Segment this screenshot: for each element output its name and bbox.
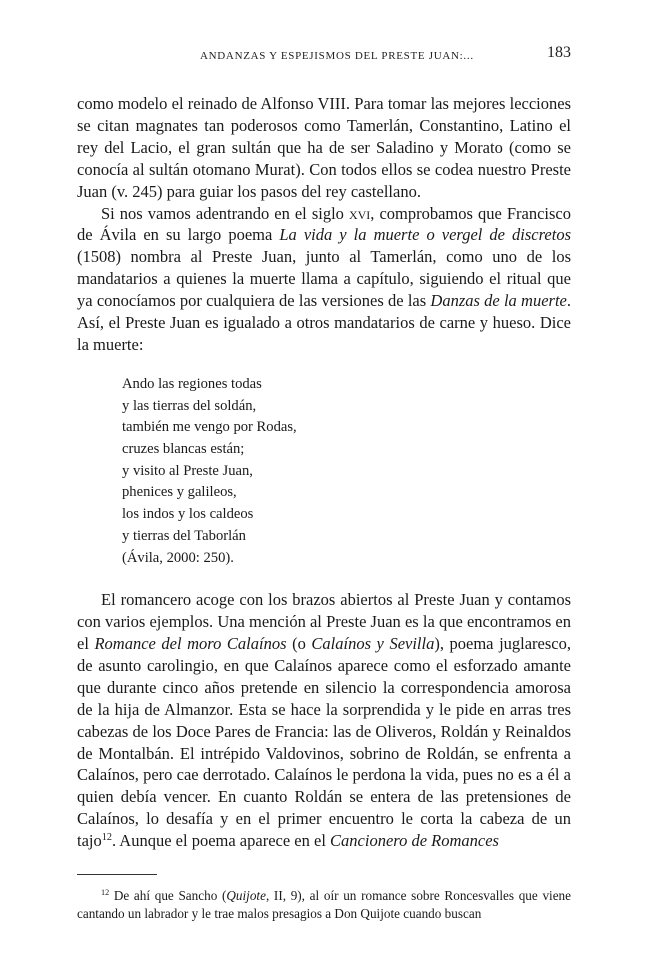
verse-line: los indos y los caldeos <box>122 506 254 523</box>
running-head <box>77 44 571 66</box>
running-title: ANDANZAS Y ESPEJISMOS DEL PRESTE JUAN:... <box>200 50 474 62</box>
paragraph-3 <box>77 589 571 852</box>
footnote-number: 12 <box>101 888 110 898</box>
paragraph-2 <box>77 203 571 356</box>
verse-quotation <box>122 374 571 569</box>
verse-line: y visito al Preste Juan, <box>122 462 253 479</box>
p3-text-3: ), poema juglaresco, de asunto carolingio, en que Calaínos aparece como el esforzado amante que durante cinco años pretende en silencio la correspondencia amorosa de la hija de Almanzor. Esta se hace la sorprendida y le pide en arras tres cabezas de los Doce Pares de Francia: las de Oliveros, Roldán y Reinaldos de Montalbán. El intrépido Valdovinos, sobrino de Roldán, se enfrenta a Calaínos, pero cae derrotado. Calaínos le perdona la vida, pues no es a él a quien debía vencer. En cuanto Roldán se entera de las pretensiones de Calaínos, lo desafía y en el primer encuentro le corta la cabeza de un tajo <box>77 634 571 851</box>
p2-text-4: . Así, el Preste Juan es igualado a otros mandatarios de carne y hueso. Dice la muerte: <box>77 291 571 354</box>
century-numeral: xvi <box>348 203 371 223</box>
footnote-rule <box>77 874 157 875</box>
p3-text-4: . Aunque el poema aparece en el <box>111 831 331 851</box>
footnote-reference[interactable]: 12 <box>101 832 112 844</box>
p3-text-2: (o <box>286 634 312 654</box>
page-number: 183 <box>547 44 571 61</box>
p2-text-1: Si nos vamos adentrando en el siglo <box>101 203 349 223</box>
footnote-text-1: De ahí que Sancho ( <box>109 888 227 904</box>
work-title-cancionero: Cancionero de Romances <box>330 831 499 851</box>
work-title-vergel: La vida y la muerte o vergel de discretos <box>279 225 571 245</box>
verse-line: y tierras del Taborlán <box>122 527 246 544</box>
work-title-quijote: Quijote <box>226 888 266 904</box>
footnote-text-2: , II, 9), al oír un romance sobre Roncesvalles que viene cantando un labrador y le trae malos presagios a Don Quijote cuando buscan <box>77 888 571 921</box>
work-title-romance: Romance del moro Calaínos <box>94 634 287 654</box>
verse-line: y las tierras del soldán, <box>122 397 257 414</box>
verse-line: Ando las regiones todas <box>122 375 262 392</box>
work-title-danzas: Danzas de la muerte <box>430 291 567 311</box>
verse-line: cruzes blancas están; <box>122 440 245 457</box>
book-page <box>77 44 571 922</box>
verse-line: también me vengo por Rodas, <box>122 419 297 436</box>
p2-text-2: , comprobamos que Francisco de Ávila en su largo poema <box>77 203 571 245</box>
p2-text-3: (1508) nombra al Preste Juan, junto al Tamerlán, como uno de los mandatarios a quienes la muerte llama a capítulo, siguiendo el ritual que ya conocíamos por cualquiera de las versiones de las <box>77 247 571 311</box>
body-text <box>77 93 571 852</box>
work-title-calainos-sevilla: Calaínos y Sevilla <box>311 634 435 654</box>
paragraph-1 <box>77 93 571 203</box>
paragraph-1-text: como modelo el reinado de Alfonso VIII. Para tomar las mejores lecciones se citan magnates tan poderosos como Tamerlán, Constantino, Latino el rey del Lacio, el gran sultán que ha de ser Saladino y Morato (como se conocía al sultán otomano Murat). Con todos ellos se codea nuestro Preste Juan (v. 245) para guiar los pasos del rey castellano. <box>77 94 571 201</box>
p3-text-1: El romancero acoge con los brazos abiertos al Preste Juan y contamos con varios ejemplos. Una mención al Preste Juan es la que encontramos en el <box>77 590 571 654</box>
verse-citation: (Ávila, 2000: 250). <box>122 549 234 566</box>
verse-line: phenices y galileos, <box>122 484 237 501</box>
footnote <box>77 887 571 922</box>
